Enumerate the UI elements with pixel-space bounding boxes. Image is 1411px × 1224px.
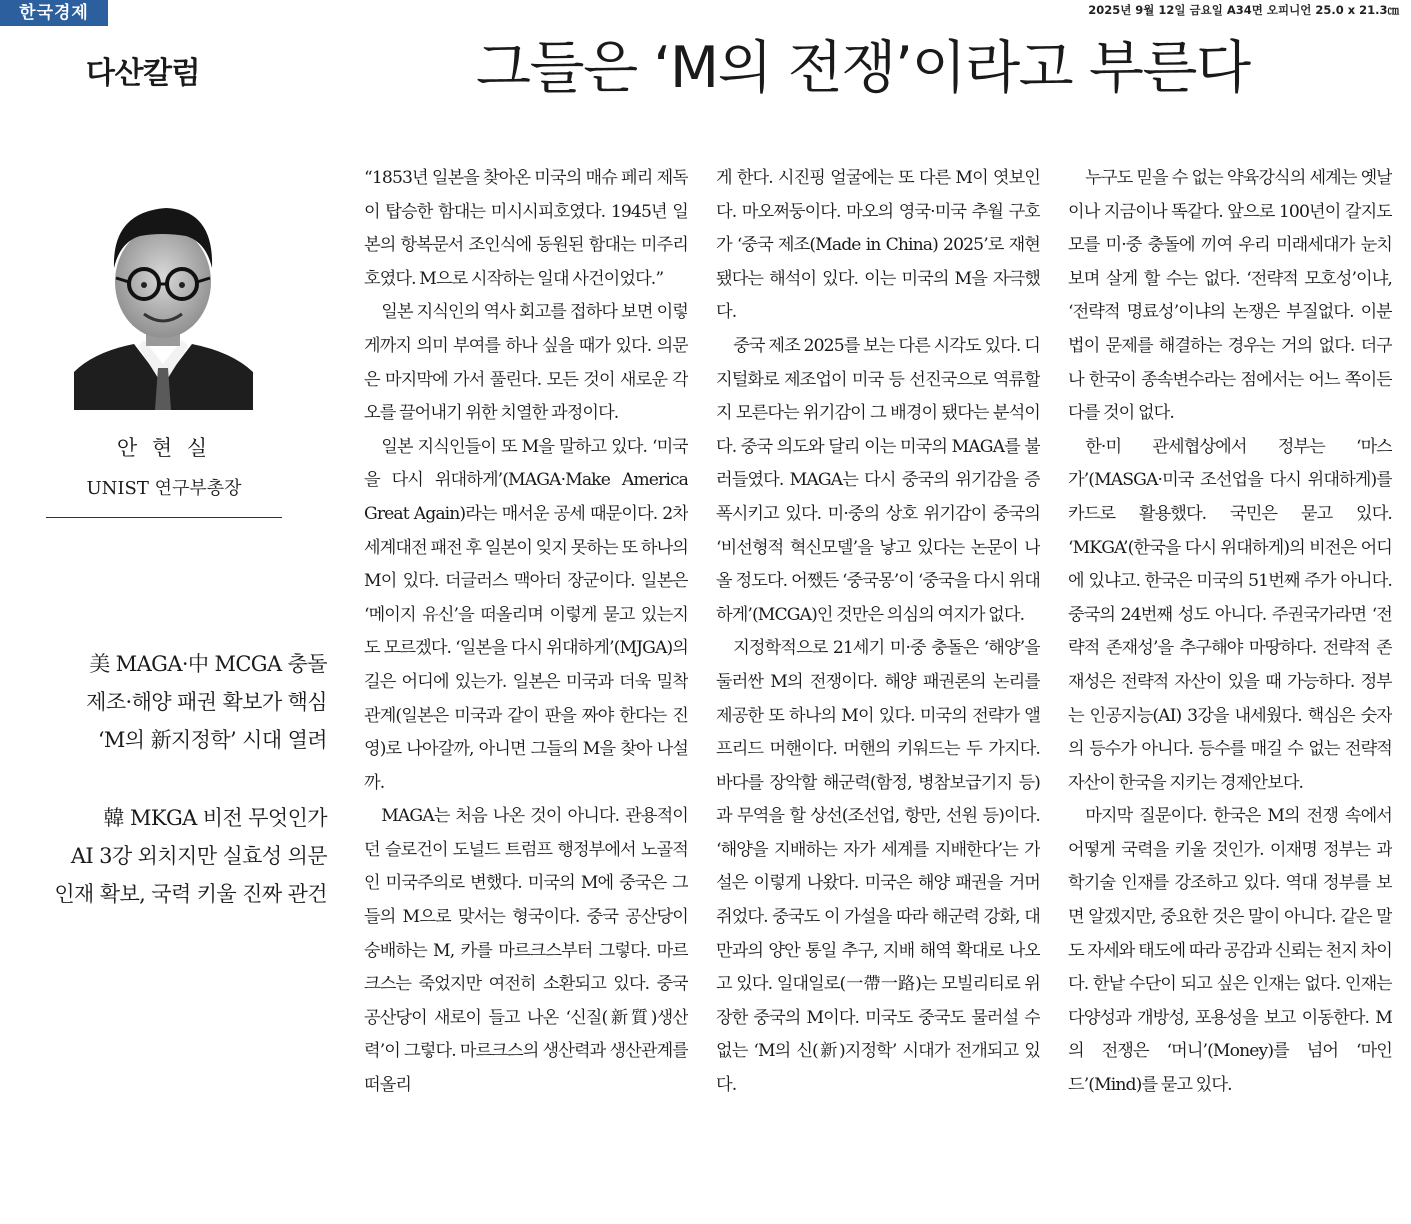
article-paragraph: 게 한다. 시진핑 얼굴에는 또 다른 M이 엿보인다. 마오쩌둥이다. 마오의 영국·미국 추월 구호가 ‘중국 제조(Made in China) 2025’로 재현됐다는 해석이 있다. 이는 미국의 M을 자극했다. xyxy=(716,168,1040,323)
article-paragraph: 일본 지식인들이 또 M을 말하고 있다. ‘미국을 다시 위대하게’(MAGA·Make America Great Again)라는 매서운 공세 때문이다. 2차 세계대전 패전 후 일본이 잊지 못하는 또 하나의 M이 있다. 더글러스 맥아더 장군이다. 일본은 ‘메이지 유신’을 떠올리며 이렇게 묻고 있는지도 모르겠다. ‘일본을 다시 위대하게’(MJGA)의 길은 어디에 있는가. 일본은 미국과 더욱 밀착 관계(일본은 미국과 같이 판을 짜야 한다는 진영)로 나아갈까, 아니면 그들의 M을 찾아 나설까. xyxy=(364,436,688,793)
article-paragraph: 한·미 관세협상에서 정부는 ‘마스가’(MASGA·미국 조선업을 다시 위대하게)를 카드로 활용했다. 국민은 묻고 있다. ‘MKGA’(한국을 다시 위대하게)의 비전은 어디에 있냐고. 한국은 미국의 51번째 주가 아니다. 중국의 24번째 성도 아니다. 주권국가라면 ‘전략적 존재성’을 추구해야 마땅하다. 전략적 존재성은 전략적 자산이 있을 때 가능하다. 정부는 인공지능(AI) 3강을 내세웠다. 핵심은 숫자의 등수가 아니다. 등수를 매길 수 없는 전략적 자산이 한국을 지키는 경제안보다. xyxy=(1068,436,1392,793)
author-affiliation: UNIST 연구부총장 xyxy=(86,478,242,499)
article-paragraph: 지정학적으로 21세기 미·중 충돌은 ‘해양’을 둘러싼 M의 전쟁이다. 해양 패권론의 논리를 제공한 또 하나의 M이 있다. 미국의 전략가 앨프리드 머핸이다. 머핸의 키워드는 두 가지다. 바다를 장악할 해군력(함정, 병참보급기지 등)과 무역을 할 상선(조선업, 항만, 선원 등)이다. ‘해양을 지배하는 자가 세계를 지배한다’는 가설은 이렇게 나왔다. 미국은 해양 패권을 거머쥐었다. 중국도 이 가설을 따라 해군력 강화, 대만과의 양안 통일 추구, 지배 해역 확대로 나오고 있다. 일대일로(一帶一路)는 모빌리티로 위장한 중국의 M이다. 미국도 중국도 물러설 수 없는 ‘M의 신(新)지정학’ 시대가 전개되고 있다. xyxy=(716,638,1040,1096)
article-column-2 xyxy=(716,162,1040,1222)
column-section-label: 다산칼럼 xyxy=(86,56,200,91)
subheadline: 韓 MKGA 비전 무엇인가 xyxy=(103,806,327,830)
subheadline: AI 3강 외치지만 실효성 의문 xyxy=(70,844,327,868)
author-name: 안 현 실 xyxy=(116,436,212,460)
article-column-1 xyxy=(364,162,688,1222)
divider xyxy=(46,517,282,518)
dateline: 2025년 9월 12일 금요일 A34면 오피니언 25.0 x 21.3㎝ xyxy=(1088,3,1399,17)
subheadline: 제조·해양 패권 확보가 핵심 xyxy=(86,690,327,714)
newspaper-masthead: 한국경제 xyxy=(0,0,108,26)
article-headline: 그들은 ‘M의 전쟁’이라고 부른다 xyxy=(476,35,1250,101)
article-paragraph: “1853년 일본을 찾아온 미국의 매슈 페리 제독이 탑승한 함대는 미시시피호였다. 1945년 일본의 항복문서 조인식에 동원된 함대는 미주리호였다. M으로 시작하는 일대 사건이었다.” xyxy=(364,168,688,289)
article-paragraph: 마지막 질문이다. 한국은 M의 전쟁 속에서 어떻게 국력을 키울 것인가. 이재명 정부는 과학기술 인재를 강조하고 있다. 역대 정부를 보면 알겠지만, 중요한 것은 말이 아니다. 같은 말도 자세와 태도에 따라 공감과 신뢰는 천지 차이다. 한낱 수단이 되고 싶은 인재는 없다. 인재는 다양성과 개방성, 포용성을 보고 이동한다. M의 전쟁은 ‘머니’(Money)를 넘어 ‘마인드’(Mind)를 묻고 있다. xyxy=(1068,806,1392,1096)
author-photo xyxy=(74,172,253,410)
article-paragraph: MAGA는 처음 나온 것이 아니다. 관용적이던 슬로건이 도널드 트럼프 행정부에서 노골적인 미국주의로 변했다. 미국의 M에 중국은 그들의 M으로 맞서는 형국이다. 중국 공산당이 숭배하는 M, 카를 마르크스부터 그렇다. 마르크스는 죽었지만 여전히 소환되고 있다. 중국 공산당이 새로이 들고 나온 ‘신질(新質)생산력’이 그렇다. 마르크스의 생산력과 생산관계를 떠올리 xyxy=(364,806,688,1096)
subheadline-group xyxy=(54,645,327,759)
article-paragraph: 일본 지식인의 역사 회고를 접하다 보면 이렇게까지 의미 부여를 하나 싶을 때가 있다. 의문은 마지막에 가서 풀린다. 모든 것이 새로운 각오를 끌어내기 위한 치열한 과정이다. xyxy=(364,302,688,424)
subheadline-group xyxy=(54,799,327,913)
subheadline-block xyxy=(54,645,327,913)
subheadline: 美 MAGA·中 MCGA 충돌 xyxy=(89,652,327,676)
subheadline: ‘M의 新지정학’ 시대 열려 xyxy=(97,728,327,752)
article-paragraph: 중국 제조 2025를 보는 다른 시각도 있다. 디지털화로 제조업이 미국 등 선진국으로 역류할지 모른다는 위기감이 그 배경이 됐다는 분석이다. 중국 의도와 달리 이는 미국의 MAGA를 불러들였다. MAGA는 다시 중국의 위기감을 증폭시키고 있다. 미·중의 상호 위기감이 중국의 ‘비선형적 혁신모델’을 낳고 있다는 논문이 나올 정도다. 어쨌든 ‘중국몽’이 ‘중국을 다시 위대하게’(MCGA)인 것만은 의심의 여지가 없다. xyxy=(716,335,1040,625)
article-column-3 xyxy=(1068,162,1392,1222)
article-paragraph: 누구도 믿을 수 없는 약육강식의 세계는 옛날이나 지금이나 똑같다. 앞으로 100년이 갈지도 모를 미·중 충돌에 끼여 우리 미래세대가 눈치 보며 살게 할 수는 없다. ‘전략적 모호성’이냐, ‘전략적 명료성’이냐의 논쟁은 부질없다. 이분법이 문제를 해결하는 경우는 거의 없다. 더구나 한국이 종속변수라는 점에서는 어느 쪽이든 다를 것이 없다. xyxy=(1068,168,1392,424)
subheadline: 인재 확보, 국력 키울 진짜 관건 xyxy=(54,882,327,906)
